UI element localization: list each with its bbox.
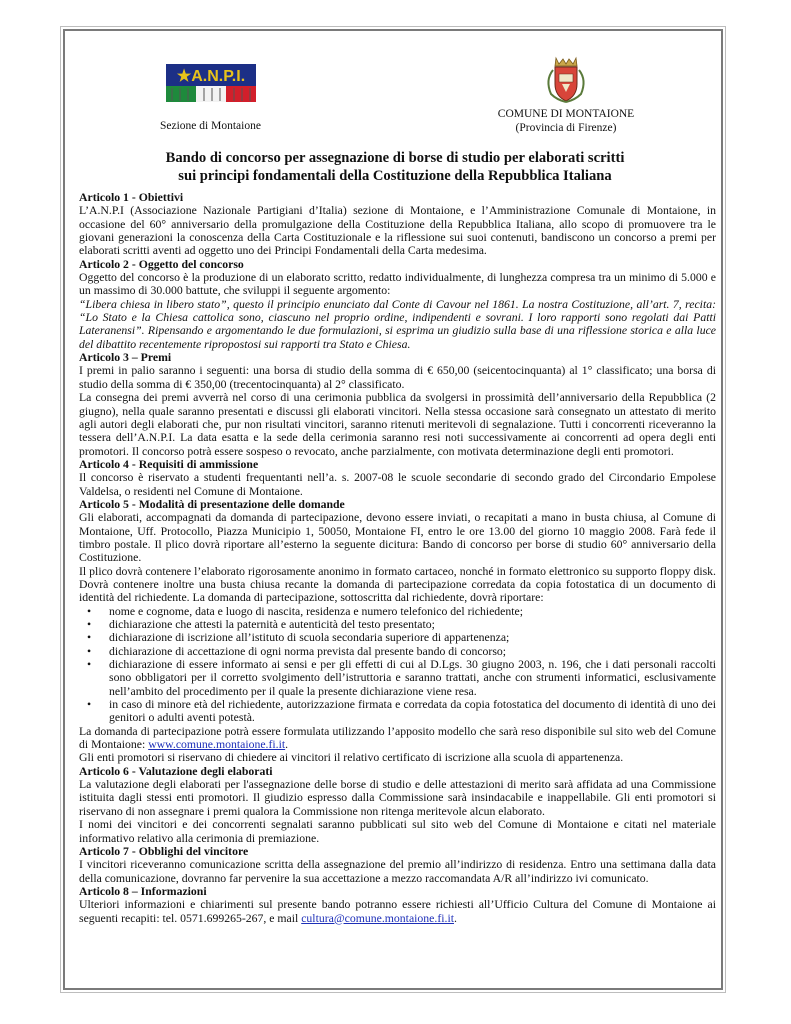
article-4-heading: Articolo 4 - Requisiti di ammissione [79,457,259,471]
article-2-text: Oggetto del concorso è la produzione di un elaborato scritto, redatto individualmente, di lunghezza compresa tra un minimo di 5.000 e un massimo di 30.000 battute, che sviluppi il seguente argomento: [79,271,716,298]
article-5-heading: Articolo 5 - Modalità di presentazione delle domande [79,497,345,511]
article-2-heading: Articolo 2 - Oggetto del concorso [79,257,244,271]
article-4-text: Il concorso è riservato a studenti frequentanti nell’a. s. 2007-08 le scuole secondarie di secondo grado del Circondario Empolese Valdelsa, o residenti nel Comune di Montaione. [79,471,716,498]
comune-name: COMUNE DI MONTAIONE [497,108,635,120]
article-2-topic: “Libera chiesa in libero stato”, questo il principio enunciato dal Conte di Cavour nel 1861. La nostra Costituzione, all’art. 7, recita: “Lo Stato e la Chiesa cattolica sono, ciascuno nel proprio ordine, indipendenti e sovrani. I loro rapporti sono regolati dai Patti Lateranensi”. Ripensando e argomentando le due formulazioni, si esprima un giudizio sulla base di una riflessione storica e alla luce del dibattito recentemente ripropostosi sui rapporti tra Stato e Chiesa. [79,297,716,351]
list-item: • nome e cognome, data e luogo di nascita, residenza e numero telefonico del richiedente; [109,605,716,618]
anpi-logo-text: ★A.N.P.I. [176,68,246,85]
article-5-text-3-lead: La domanda di partecipazione potrà essere formulata utilizzando l’apposito modello che sarà reso disponibile sul sito web del Comune di Montaione: [79,724,716,752]
document-body [79,191,716,925]
article-8-heading: Articolo 8 – Informazioni [79,884,207,898]
requirements-list [79,605,716,725]
list-item: • dichiarazione di essere informato ai sensi e per gli effetti di cui al D.Lgs. 30 giugno 2003, n. 196, che i dati personali raccolti sono obbligatori per il corretto svolgimento dell’istruttoria e saranno trattati, anche con strumenti informatici, esclusivamente nell’ambito del procedimento per il quale la presente dichiarazione viene resa. [109,658,716,698]
list-item: • dichiarazione che attesti la paternità e autenticità del testo presentato; [109,618,716,631]
article-6-text-1: La valutazione degli elaborati per l'assegnazione delle borse di studio e delle attestazioni di merito sarà affidata ad una Commissione istituita dagli stessi enti promotori. Il giudizio espresso dalla Commissione sarà insindacabile e inappellabile. Gli enti promotori si riservano di non assegnare i premi qualora la Commissione non ritenga meritevole alcun elaborato. [79,778,716,818]
article-3-text-2: La consegna dei premi avverrà nel corso di una cerimonia pubblica da svolgersi in prossimità dell’anniversario della Repubblica (2 giugno), nella quale saranno presentati e discussi gli elaborati vincitori. Nella stessa occasione sarà consegnato un attestato di merito agli autori degli elaborati che, pur non risultati vincitori, saranno ritenuti meritevoli di segnalazione. Tutti i concorrenti riceveranno la tessera dell’A.N.P.I. La data esatta e la sede della cerimonia saranno resi noti successivamente ai concorrenti ad opera degli enti promotori. Il concorso potrà essere sospeso o revocato, anche parzialmente, con motivata determinazione degli enti promotori. [79,391,716,458]
anpi-logo [166,64,256,102]
article-5-text-3-end: . [285,738,289,752]
list-item: • dichiarazione di iscrizione all’istituto di scuola secondaria superiore di appartenenza; [109,631,716,644]
article-7-heading: Articolo 7 - Obblighi del vincitore [79,844,249,858]
sezione-label: Sezione di Montaione [160,120,261,132]
article-5-text-2: Il plico dovrà contenere l’elaborato rigorosamente anonimo in formato cartaceo, nonché in formato elettronico su supporto floppy disk. Dovrà contenere inoltre una busta chiusa recante la domanda di partecipazione corredata da copia fotostatica di un documento di identità del richiedente. La domanda di partecipazione, sottoscritta dal richiedente, dovrà riportare: [79,564,716,605]
article-3-text-1: I premi in palio saranno i seguenti: una borsa di studio della somma di € 650,00 (seicentocinquanta) al 1° classificato; una borsa di studio della somma di € 350,00 (trecentocinquanta) al 2° classificato. [79,364,716,391]
email-link[interactable]: cultura@comune.montaione.fi.it [301,911,454,925]
article-8-text [79,898,716,925]
document-title [80,149,710,185]
article-6-heading: Articolo 6 - Valutazione degli elaborati [79,764,273,778]
article-7-text: I vincitori riceveranno comunicazione scritta della assegnazione del premio all’indirizzo di residenza. Entro una settimana dalla data della comunicazione, dovranno far pervenire la sua accettazione a mezzo raccomandata A/R all’indirizzo ivi comunicato. [79,858,716,885]
comune-website-link[interactable]: www.comune.montaione.fi.it [148,738,286,752]
article-3-heading: Articolo 3 – Premi [79,351,172,365]
article-5-text-1: Gli elaborati, accompagnati da domanda di partecipazione, devono essere inviati, o recapitati a mano in busta chiusa, al Comune di Montaione, Uff. Protocollo, Piazza Municipio 1, 50050, Montaione FI, entro le ore 13.00 del giorno 10 maggio 2008. Farà fede il timbro postale. Il plico dovrà riportare all’esterno la seguente dicitura: Bando di concorso per borse di studio 60° anniversario della Costituzione. [79,511,716,565]
list-item: • in caso di minore età del richiedente, autorizzazione firmata e corredata da copia fotostatica del documento di identità di uno dei genitori o adulti aventi potestà. [109,698,716,725]
article-1-text: L’A.N.P.I (Associazione Nazionale Partigiani d’Italia) sezione di Montaione, e l’Amministrazione Comunale di Montaione, in occasione del 60° anniversario della promulgazione della Costituzione della Repubblica Italiana, allo scopo di promuovere tra le giovani generazioni la conoscenza della Carta Costituzionale e la riflessione sui suoi contenuti, bandiscono un concorso a premi per elaborati scritti aventi ad oggetto uno dei Principi Fondamentali della Carta medesima. [79,204,716,258]
title-line-2: sui principi fondamentali della Costituzione della Repubblica Italiana [178,168,612,184]
article-8-text-end: . [453,911,457,925]
article-5-text-3 [79,725,716,752]
comune-coat-of-arms [543,54,589,104]
article-1-heading: Articolo 1 - Obiettivi [79,191,184,204]
article-5-text-4: Gli enti promotori si riservano di chiedere ai vincitori il relativo certificato di iscrizione alla scuola di appartenenza. [79,751,624,765]
article-6-text-2: I nomi dei vincitori e dei concorrenti segnalati saranno pubblicati sul sito web del Comune di Montaione e citati nel materiale informativo relativo alla cerimonia di premiazione. [79,818,716,845]
title-line-1: Bando di concorso per assegnazione di borse di studio per elaborati scritti [165,150,625,166]
article-8-text-lead: Ulteriori informazioni e chiarimenti sul presente bando potranno essere richiesti all’Ufficio Cultura del Comune di Montaione ai seguenti recapiti: tel. 0571.699265-267, e mail [79,898,716,925]
list-item: • dichiarazione di accettazione di ogni norma prevista dal presente bando di concorso; [109,645,716,658]
comune-heading [480,107,652,135]
provincia-name: (Provincia di Firenze) [515,122,617,134]
